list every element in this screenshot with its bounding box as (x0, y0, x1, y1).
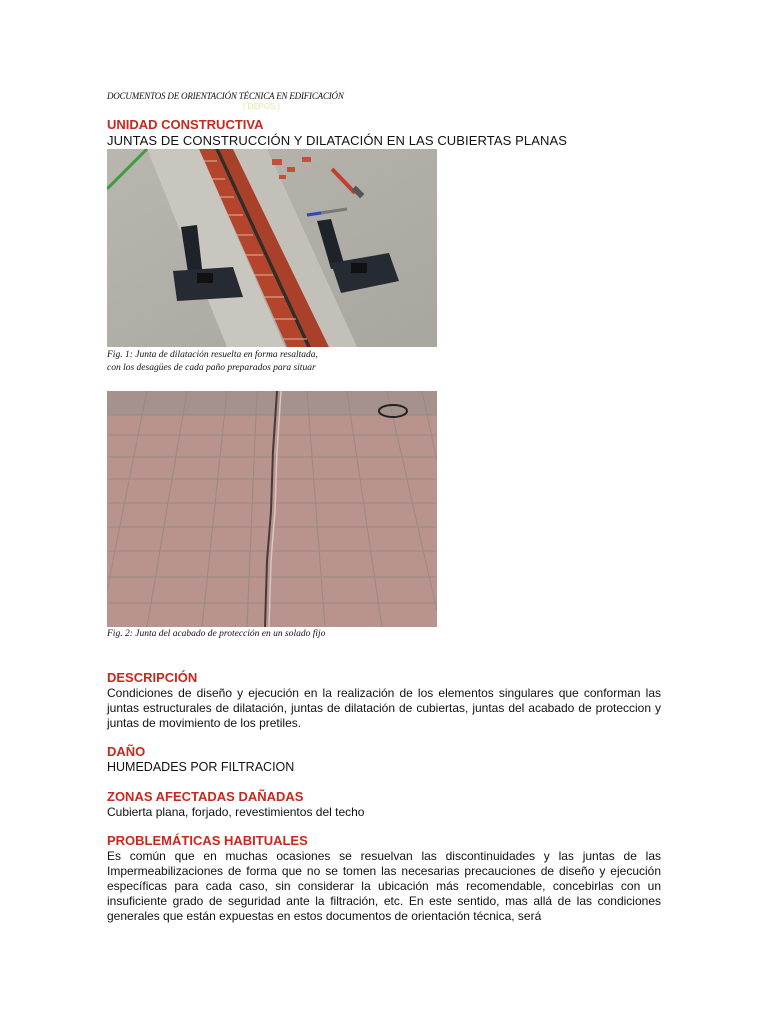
figure-1-illustration (107, 149, 437, 347)
figure-1-caption-line: Fig. 1: Junta de dilatación resuelta en forma resaltada, (107, 350, 318, 360)
zonas-text: Cubierta plana, forjado, revestimientos del techo (107, 805, 365, 819)
dano-text: HUMEDADES POR FILTRACION (107, 760, 295, 774)
figure-2-illustration (107, 391, 437, 627)
dano-heading: DAÑO (107, 744, 146, 759)
unit-subtitle: JUNTAS DE CONSTRUCCIÓN Y DILATACIÓN EN LAS CUBIERTAS PLANAS (107, 133, 568, 148)
figure-1-caption (107, 349, 318, 375)
figure-2-caption-line: Fig. 2: Junta del acabado de protección en un solado fijo (107, 629, 326, 639)
descripcion-text: Condiciones de diseño y ejecución en la realización de los elementos singulares que conforman las juntas estructurales de dilatación, juntas de dilatación de cubiertas, juntas del acabado de proteccion y juntas de movimiento de los pretiles. (107, 686, 661, 730)
header-watermark: [ DEPOS ] (243, 102, 280, 111)
descripcion-heading: DESCRIPCIÓN (107, 670, 198, 685)
figure-1-caption-line: con los desagües de cada paño preparados para situar (107, 363, 316, 373)
figure-2-caption (107, 628, 325, 641)
document-header-title: DOCUMENTOS DE ORIENTACIÓN TÉCNICA EN EDIFICACIÓN (107, 91, 344, 101)
problematicas-heading: PROBLEMÁTICAS HABITUALES (107, 833, 308, 848)
unit-heading: UNIDAD CONSTRUCTIVA (107, 117, 264, 132)
figure-1-photo (107, 149, 437, 347)
problematicas-text: Es común que en muchas ocasiones se resuelvan las discontinuidades y las juntas de las Impermeabilizaciones de forma que no se tomen las necesarias precauciones de diseño y ejecución específicas para cada caso, sin considerar la ubicación más recomendable, concebirlas con un insuficiente grado de seguridad ante la filtración, etc. En este sentido, mas allá de las condiciones generales que están expuestas en estos documentos de orientación técnica, será (107, 849, 661, 923)
zonas-heading: ZONAS AFECTADAS DAÑADAS (107, 789, 304, 804)
figure-2-photo (107, 391, 437, 627)
